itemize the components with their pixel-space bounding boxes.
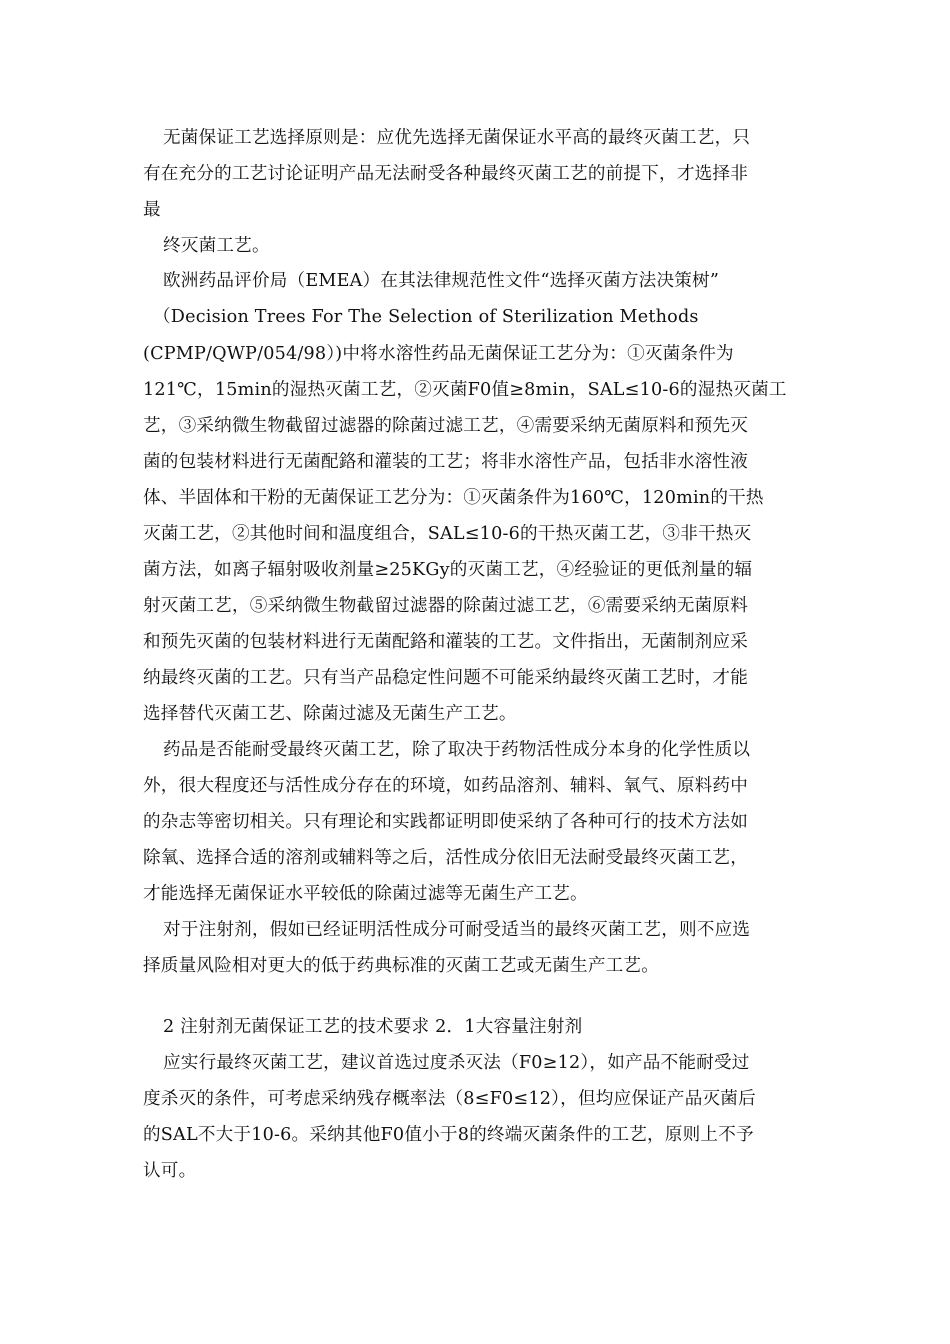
section-heading: 2 注射剂无菌保证工艺的技术要求 2．1大容量注射剂 xyxy=(163,1017,583,1037)
text-line: (CPMP/QWP/054/98）)中将水溶性药品无菌保证工艺分为：①灭菌条件为 xyxy=(143,344,734,364)
text-line: 无菌保证工艺选择原则是：应优先选择无菌保证水平高的最终灭菌工艺，只 xyxy=(163,128,751,148)
text-line: 纳最终灭菌的工艺。只有当产品稳定性问题不可能采纳最终灭菌工艺时，才能 xyxy=(143,668,748,688)
text-line: 认可。 xyxy=(143,1161,197,1181)
text-line: 和预先灭菌的包装材料进行无菌配鉻和灌装的工艺。文件指出，无菌制剂应采 xyxy=(143,632,748,652)
text-line: 欧洲药品评价局（EMEA）在其法律规范性文件“选择灭菌方法决策树” xyxy=(163,271,720,291)
text-line: 有在充分的工艺讨论证明产品无法耐受各种最终灭菌工艺的前提下，才选择非 xyxy=(143,164,748,184)
text-line: 度杀灭的条件，可考虑采纳残存概率法（8≤F0≤12），但均应保证产品灭菌后 xyxy=(143,1089,756,1109)
text-line: 灭菌工艺，②其他时间和温度组合，SAL≤10-6的干热灭菌工艺，③非干热灭 xyxy=(143,524,752,544)
text-line: 对于注射剂，假如已经证明活性成分可耐受适当的最终灭菌工艺，则不应选 xyxy=(163,920,751,940)
text-line: 终灭菌工艺。 xyxy=(163,236,270,256)
text-line: 菌方法，如离子辐射吸收剂量≥25KGy的灭菌工艺，④经验证的更低剂量的辐 xyxy=(143,560,753,580)
text-line: 外，很大程度还与活性成分存在的环境，如药品溶剂、辅料、氧气、原料药中 xyxy=(143,776,748,796)
text-line: 应实行最终灭菌工艺，建议首选过度杀灭法（F0≥12），如产品不能耐受过 xyxy=(163,1053,750,1073)
text-line: （Decision Trees For The Selection of Sterilization Methods xyxy=(153,307,699,327)
text-line: 才能选择无菌保证水平较低的除菌过滤等无菌生产工艺。 xyxy=(143,884,588,904)
text-line: 药品是否能耐受最终灭菌工艺，除了取决于药物活性成分本身的化学性质以 xyxy=(163,740,751,760)
text-line: 体、半固体和干粉的无菌保证工艺分为：①灭菌条件为160℃，120min的干热 xyxy=(143,488,764,508)
text-line: 择质量风险相对更大的低于药典标准的灭菌工艺或无菌生产工艺。 xyxy=(143,956,660,976)
text-line: 射灭菌工艺，⑤采纳微生物截留过滤器的除菌过滤工艺，⑥需要采纳无菌原料 xyxy=(143,596,748,616)
text-line: 最 xyxy=(143,200,161,220)
text-line: 除氧、选择合适的溶剂或辅料等之后，活性成分依旧无法耐受最终灭菌工艺， xyxy=(143,848,748,868)
text-line: 菌的包装材料进行无菌配鉻和灌装的工艺；将非水溶性产品，包括非水溶性液 xyxy=(143,452,748,472)
text-line: 艺，③采纳微生物截留过滤器的除菌过滤工艺，④需要采纳无菌原料和预先灭 xyxy=(143,416,748,436)
text-line: 选择替代灭菌工艺、除菌过滤及无菌生产工艺。 xyxy=(143,704,517,724)
text-line: 的SAL不大于10-6。采纳其他F0值小于8的终端灭菌条件的工艺，原则上不予 xyxy=(143,1125,754,1145)
text-line: 121℃，15min的湿热灭菌工艺，②灭菌F0值≥8min，SAL≤10-6的湿热灭菌工 xyxy=(143,380,787,400)
text-line: 的杂志等密切相关。只有理论和实践都证明即使采纳了各种可行的技术方法如 xyxy=(143,812,748,832)
